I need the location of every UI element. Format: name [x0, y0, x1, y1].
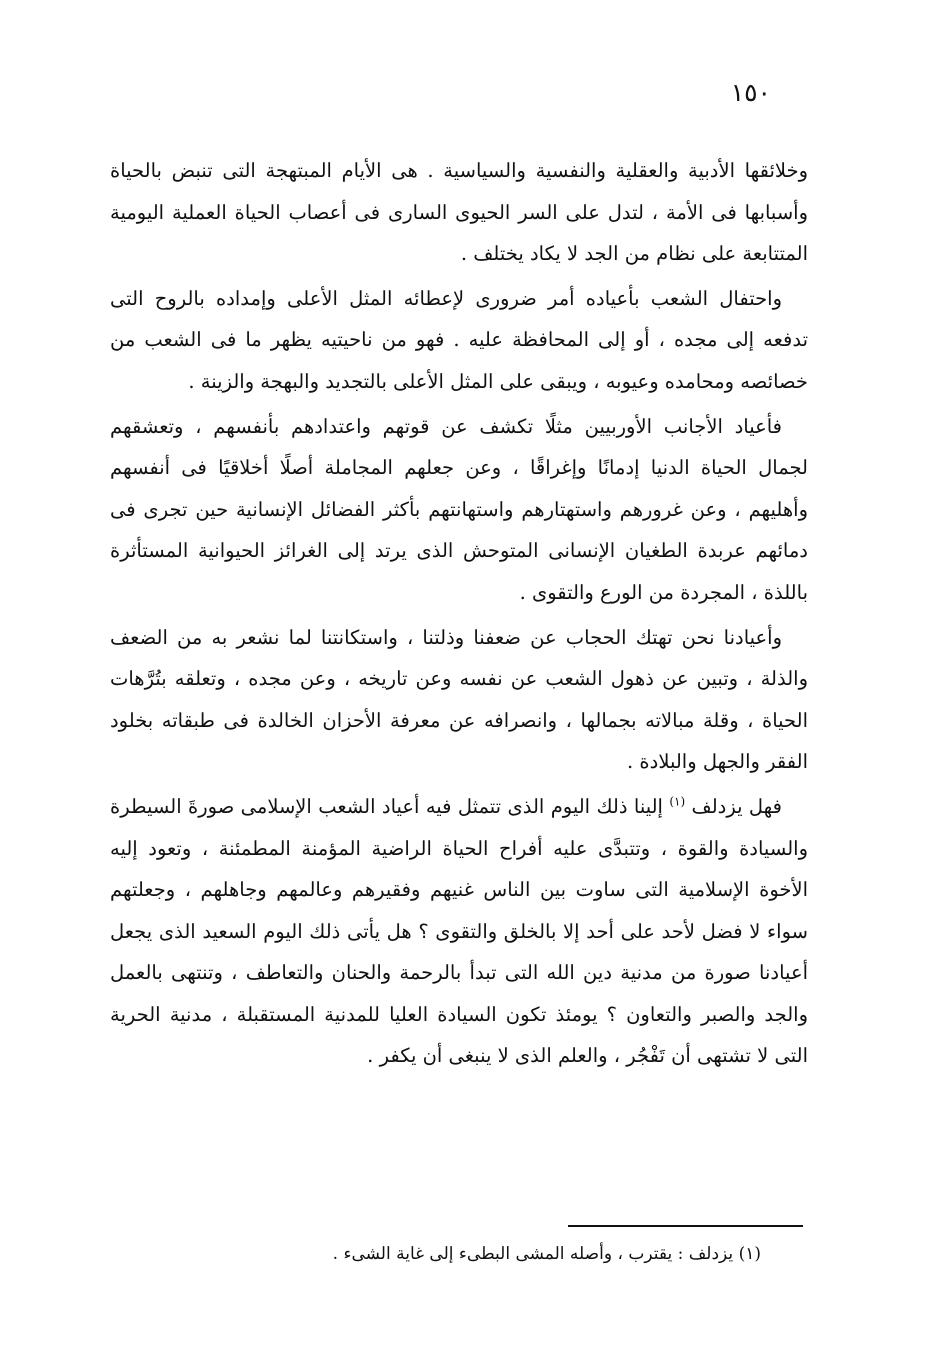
- footnote-divider: [568, 1225, 803, 1227]
- paragraph-5-start: فهل يزدلف: [691, 794, 782, 818]
- paragraph-1: وخلائقها الأدبية والعقلية والنفسية والسياسية . هى الأيام المبتهجة التى تنبض بالحياة وأسبابها فى الأمة ، لتدل على السر الحيوى السارى فى أعصاب الحياة العملية اليومية المتتابعة على نظام من الجد لا يكاد يختلف .: [110, 159, 808, 266]
- paragraph-3: فأعياد الأجانب الأوربيين مثلًا تكشف عن قوتهم واعتدادهم بأنفسهم ، وتعشقهم لجمال الحياة الدنيا إدمانًا وإغراقًا ، وعن جعلهم المجاملة أصلًا أخلاقيًا فى أنفسهم وأهليهم ، وعن غرورهم واستهتارهم واستهانتهم بأكثر الفضائل الإنسانية حين تجرى فى دمائهم عربدة الطغيان الإنسانى المتوحش الذى يرتد إلى الغرائز الحيوانية المستأثرة باللذة ، المجردة من الورع والتقوى .: [110, 414, 808, 604]
- paragraph-2: واحتفال الشعب بأعياده أمر ضرورى لإعطائه المثل الأعلى وإمداده بالروح التى تدفعه إلى مجده ، أو إلى المحافظة عليه . فهو من ناحيتيه يظهر ما فى الشعب من خصائصه ومحامده وعيوبه ، ويبقى على المثل الأعلى بالتجديد والبهجة والزينة .: [110, 286, 808, 393]
- footnote-reference[interactable]: (١): [669, 794, 686, 809]
- body-text: [110, 150, 808, 1080]
- paragraph-4: وأعيادنا نحن تهتك الحجاب عن ضعفنا وذلتنا ، واستكانتنا لما نشعر به من الضعف والذلة ، وتبين عن ذهول الشعب عن نفسه وعن تاريخه ، وعن مجده ، وتعلقه بتُرَّهات الحياة ، وقلة مبالاته بجمالها ، وانصرافه عن معرفة الأحزان الخالدة فى طبقاته بخلود الفقر والجهل والبلادة .: [110, 625, 808, 774]
- footnote: (١) يزدلف : يقترب ، وأصله المشى البطىء إلى غاية الشىء .: [332, 1244, 761, 1264]
- paragraph-5-rest: إلينا ذلك اليوم الذى تتمثل فيه أعياد الشعب الإسلامى صورةَ السيطرة والسيادة والقوة ، وتتبدَّى عليه أفراح الحياة الراضية المؤمنة المطمئنة ، وتعود إليه الأخوة الإسلامية التى ساوت بين الناس غنيهم وفقيرهم وعالمهم وجاهلهم ، وجعلتهم سواء لا فضل لأحد على أحد إلا بالخلق والتقوى ؟ هل يأتى ذلك اليوم السعيد الذى يجعل أعيادنا صورة من مدنية دين الله التى تبدأ بالرحمة والحنان والتعاطف ، وتنتهى بالعمل والجد والصبر والتعاون ؟ يومئذ تكون السيادة العليا للمدنية المستقبلة ، مدنية الحرية التى لا تشتهى أن تَفْجُر ، والعلم الذى لا ينبغى أن يكفر .: [110, 794, 808, 1068]
- page-number: ١٥٠: [730, 78, 771, 107]
- paragraph-5: [110, 786, 808, 1077]
